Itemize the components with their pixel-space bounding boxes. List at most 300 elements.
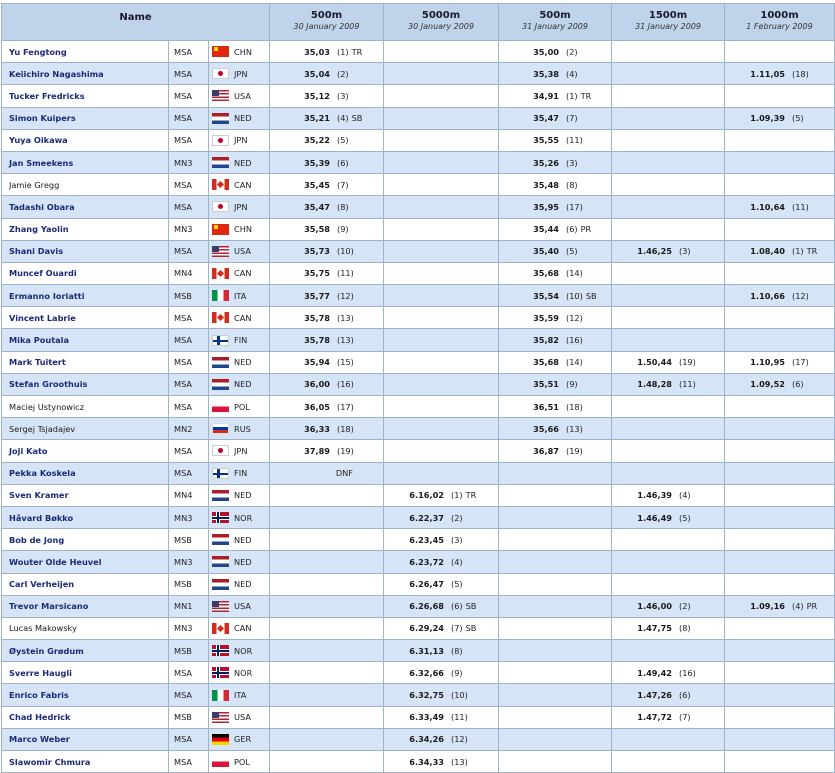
skater-name[interactable]: Carl Verheijen [2, 573, 169, 595]
skater-name[interactable]: Wouter Olde Heuvel [2, 551, 169, 573]
race-time: 37,89 [304, 445, 330, 456]
nationality [209, 484, 270, 506]
nationality [209, 573, 270, 595]
skater-category: MSA [169, 440, 209, 462]
result-cell [499, 240, 612, 262]
result-cell [270, 63, 384, 85]
table-row [2, 262, 835, 284]
skater-name[interactable]: Øystein Grødum [2, 640, 169, 662]
skater-category: MSB [169, 285, 209, 307]
flag-nor-icon [212, 512, 229, 523]
flag-rus-icon [212, 423, 229, 434]
skater-category: MSA [169, 85, 209, 107]
skater-name[interactable]: Slawomir Chmura [2, 751, 169, 773]
flag-jpn-icon [212, 68, 229, 79]
flag-can-icon [212, 268, 229, 279]
result-cell [725, 728, 835, 750]
column-header-500m-day1 [270, 4, 384, 41]
result-cell [499, 462, 612, 484]
record-badge: SB [585, 290, 597, 301]
result-cell [384, 329, 499, 351]
result-cell [270, 706, 384, 728]
result-cell [725, 63, 835, 85]
skater-category: MSB [169, 640, 209, 662]
result-cell [499, 662, 612, 684]
race-rank: (15) [337, 357, 354, 368]
country-code: FIN [234, 335, 248, 346]
table-row [2, 684, 835, 706]
flag-can-icon [212, 312, 229, 323]
result-cell [384, 262, 499, 284]
race-rank: (1) [451, 490, 463, 501]
country-code: NOR [234, 667, 253, 678]
skater-name[interactable]: Maciej Ustynowicz [2, 396, 169, 418]
skater-category: MN3 [169, 218, 209, 240]
race-rank: (16) [337, 379, 354, 390]
race-time: 1.47,72 [637, 712, 672, 723]
table-row [2, 396, 835, 418]
skater-name[interactable]: Joji Kato [2, 440, 169, 462]
country-code: CAN [234, 179, 252, 190]
race-time: 6.32,75 [409, 690, 444, 701]
record-badge: PR [580, 224, 592, 235]
country-code: NED [234, 534, 252, 545]
skater-name[interactable]: Bob de Jong [2, 529, 169, 551]
result-cell [499, 285, 612, 307]
race-time: 35,54 [533, 290, 559, 301]
race-rank: (7) [337, 179, 349, 190]
race-time: 1.46,49 [637, 512, 672, 523]
result-cell [612, 684, 725, 706]
race-rank: (2) [451, 512, 463, 523]
race-time: 35,21 [304, 113, 330, 124]
country-code: USA [234, 601, 251, 612]
race-time: 6.22,37 [409, 512, 444, 523]
race-rank: (1) [566, 90, 578, 101]
result-cell [499, 551, 612, 573]
result-cell [270, 351, 384, 373]
skater-name[interactable]: Pekka Koskela [2, 462, 169, 484]
table-row [2, 506, 835, 528]
skater-name[interactable]: Mika Poutala [2, 329, 169, 351]
result-cell [612, 351, 725, 373]
skater-category: MSA [169, 396, 209, 418]
race-time: 1.47,75 [637, 623, 672, 634]
result-cell [270, 373, 384, 395]
table-row [2, 351, 835, 373]
nationality [209, 262, 270, 284]
name-column-header [2, 4, 270, 41]
result-cell [384, 85, 499, 107]
flag-jpn-icon [212, 201, 229, 212]
race-time: 35,00 [533, 46, 559, 57]
result-cell [725, 262, 835, 284]
nationality [209, 218, 270, 240]
race-rank: (5) [451, 579, 463, 590]
result-cell [270, 396, 384, 418]
result-cell [270, 329, 384, 351]
date-label: 30 January 2009 [293, 22, 360, 31]
result-cell [270, 85, 384, 107]
skater-name[interactable]: Sergej Tsjadajev [2, 418, 169, 440]
country-code: JPN [234, 445, 248, 456]
result-cell [499, 484, 612, 506]
result-cell [270, 307, 384, 329]
race-rank: (4) [337, 113, 349, 124]
skater-name[interactable]: Jamie Gregg [2, 174, 169, 196]
record-badge: SB [465, 601, 477, 612]
skater-category: MSA [169, 684, 209, 706]
result-cell [384, 418, 499, 440]
result-cell [499, 63, 612, 85]
race-time: 35,77 [304, 290, 330, 301]
distance-label: 1500m [648, 10, 688, 21]
table-row [2, 640, 835, 662]
skater-category: MSA [169, 41, 209, 63]
result-cell [270, 196, 384, 218]
race-rank: (14) [566, 268, 583, 279]
nationality [209, 307, 270, 329]
flag-pol-icon [212, 756, 229, 767]
result-cell [384, 373, 499, 395]
column-header-500m-day2 [499, 4, 612, 41]
race-time: 1.09,39 [750, 113, 785, 124]
race-rank: (6) [679, 690, 691, 701]
result-cell [725, 640, 835, 662]
result-cell [384, 396, 499, 418]
nationality [209, 107, 270, 129]
country-code: CHN [234, 224, 252, 235]
race-rank: (10) [566, 290, 583, 301]
record-badge: SB [351, 113, 363, 124]
skater-category: MN3 [169, 617, 209, 639]
result-cell [725, 85, 835, 107]
table-row [2, 41, 835, 63]
result-cell [725, 396, 835, 418]
result-cell [499, 107, 612, 129]
record-badge: TR [580, 90, 592, 101]
result-cell [612, 551, 725, 573]
country-code: NED [234, 490, 252, 501]
race-time: 6.32,66 [409, 667, 444, 678]
skater-name[interactable]: Chad Hedrick [2, 706, 169, 728]
skater-category: MN1 [169, 595, 209, 617]
skater-name[interactable]: Stefan Groothuis [2, 373, 169, 395]
nationality [209, 440, 270, 462]
race-rank: (11) [451, 712, 468, 723]
result-cell [612, 728, 725, 750]
race-rank: (13) [337, 312, 354, 323]
result-cell [725, 218, 835, 240]
result-cell [612, 240, 725, 262]
skater-category: MN3 [169, 551, 209, 573]
result-cell [725, 506, 835, 528]
country-code: NOR [234, 645, 253, 656]
race-rank: (6) [792, 379, 804, 390]
race-time: 35,68 [533, 268, 559, 279]
result-cell [612, 751, 725, 773]
skater-name[interactable]: Håvard Bøkko [2, 506, 169, 528]
flag-ita-icon [212, 290, 229, 301]
result-cell [499, 196, 612, 218]
record-badge: TR [465, 490, 477, 501]
results-table [1, 3, 835, 773]
result-cell [384, 617, 499, 639]
table-row [2, 107, 835, 129]
flag-can-icon [212, 179, 229, 190]
result-cell [384, 196, 499, 218]
result-cell [725, 174, 835, 196]
result-cell [270, 484, 384, 506]
skater-name[interactable]: Ermanno Ioriatti [2, 285, 169, 307]
race-time: 35,78 [304, 335, 330, 346]
table-row [2, 440, 835, 462]
result-cell [612, 196, 725, 218]
skater-category: MSA [169, 662, 209, 684]
table-row [2, 529, 835, 551]
flag-ger-icon [212, 734, 229, 745]
table-row [2, 484, 835, 506]
skater-name[interactable]: Yuya Oikawa [2, 129, 169, 151]
race-rank: (5) [566, 246, 578, 257]
skater-name[interactable]: Mark Tuitert [2, 351, 169, 373]
result-cell [384, 529, 499, 551]
skater-name[interactable]: Simon Kuipers [2, 107, 169, 129]
skater-name[interactable]: Enrico Fabris [2, 684, 169, 706]
result-cell [499, 684, 612, 706]
race-rank: (9) [337, 224, 349, 235]
race-time: 1.49,42 [637, 667, 672, 678]
country-code: ITA [234, 690, 247, 701]
table-row [2, 85, 835, 107]
result-cell [384, 174, 499, 196]
result-cell [725, 240, 835, 262]
result-cell [612, 506, 725, 528]
race-time: 1.46,00 [637, 601, 672, 612]
race-time: 35,58 [304, 224, 330, 235]
result-cell [384, 129, 499, 151]
country-code: USA [234, 712, 251, 723]
result-cell [384, 662, 499, 684]
skater-category: MSA [169, 63, 209, 85]
race-time: 34,91 [533, 90, 559, 101]
result-cell [612, 63, 725, 85]
distance-label: 500m [310, 10, 343, 21]
column-header-5000m [384, 4, 499, 41]
skater-name[interactable]: Keiichiro Nagashima [2, 63, 169, 85]
race-rank: (14) [566, 357, 583, 368]
nationality [209, 617, 270, 639]
skater-category: MSA [169, 728, 209, 750]
skater-name[interactable]: Lucas Makowsky [2, 617, 169, 639]
result-cell [270, 418, 384, 440]
result-cell [499, 506, 612, 528]
result-cell [725, 462, 835, 484]
skater-name[interactable]: Vincent Labrie [2, 307, 169, 329]
result-cell [499, 751, 612, 773]
race-time: 1.47,26 [637, 690, 672, 701]
race-time: 1.50,44 [637, 357, 672, 368]
race-rank: (16) [566, 335, 583, 346]
result-cell [499, 129, 612, 151]
race-time: 35,12 [304, 90, 330, 101]
result-cell [270, 285, 384, 307]
race-rank: (6) [566, 224, 578, 235]
flag-ned-icon [212, 556, 229, 567]
skater-name[interactable]: Trevor Marsicano [2, 595, 169, 617]
result-cell [384, 440, 499, 462]
result-cell [384, 728, 499, 750]
race-time: 35,78 [304, 312, 330, 323]
result-cell [612, 151, 725, 173]
country-code: NED [234, 556, 252, 567]
country-code: ITA [234, 290, 247, 301]
skater-name[interactable]: Sven Kramer [2, 484, 169, 506]
date-label: 31 January 2009 [635, 22, 701, 31]
race-time: 6.16,02 [409, 490, 444, 501]
table-row [2, 751, 835, 773]
result-cell [270, 595, 384, 617]
result-cell [499, 329, 612, 351]
result-cell [725, 440, 835, 462]
result-cell [384, 684, 499, 706]
country-code: NED [234, 357, 252, 368]
skater-name[interactable]: Zhang Yaolin [2, 218, 169, 240]
result-cell [270, 218, 384, 240]
result-cell [499, 218, 612, 240]
result-cell [612, 41, 725, 63]
nationality [209, 329, 270, 351]
race-time: 35,73 [304, 246, 330, 257]
nationality [209, 662, 270, 684]
result-cell [384, 484, 499, 506]
nationality [209, 174, 270, 196]
result-cell [612, 640, 725, 662]
race-rank: (10) [451, 690, 468, 701]
race-time: 36,33 [304, 423, 330, 434]
race-time: 1.46,39 [637, 490, 672, 501]
result-cell [725, 307, 835, 329]
result-cell [384, 351, 499, 373]
race-rank: (4) [792, 601, 804, 612]
table-row [2, 551, 835, 573]
table-row [2, 218, 835, 240]
nationality [209, 595, 270, 617]
table-row [2, 329, 835, 351]
skater-category: MSA [169, 329, 209, 351]
country-code: GER [234, 734, 252, 745]
distance-label: 500m [539, 10, 571, 21]
table-row [2, 240, 835, 262]
skater-category: MSA [169, 196, 209, 218]
result-cell [270, 107, 384, 129]
nationality [209, 751, 270, 773]
race-rank: (3) [566, 157, 578, 168]
flag-chn-icon [212, 224, 229, 235]
race-rank: (17) [566, 201, 583, 212]
skater-name[interactable]: Jan Smeekens [2, 151, 169, 173]
nationality [209, 396, 270, 418]
nationality [209, 506, 270, 528]
date-label: 31 January 2009 [522, 22, 588, 31]
skater-name[interactable]: Tadashi Obara [2, 196, 169, 218]
result-cell [725, 573, 835, 595]
result-cell [725, 373, 835, 395]
race-rank: (3) [679, 246, 691, 257]
race-time: 1.48,28 [637, 379, 672, 390]
race-rank: (17) [792, 357, 809, 368]
nationality [209, 196, 270, 218]
skater-name[interactable]: Muncef Ouardi [2, 262, 169, 284]
result-cell [612, 617, 725, 639]
table-row [2, 728, 835, 750]
skater-name[interactable]: Tucker Fredricks [2, 85, 169, 107]
result-cell [725, 551, 835, 573]
result-cell [612, 462, 725, 484]
result-cell [384, 640, 499, 662]
country-code: FIN [234, 468, 248, 479]
race-rank: (5) [792, 113, 804, 124]
flag-nor-icon [212, 667, 229, 678]
result-cell [725, 151, 835, 173]
distance-label: 5000m [421, 10, 461, 21]
race-rank: (1) [337, 46, 349, 57]
result-cell [725, 329, 835, 351]
race-rank: (12) [451, 734, 468, 745]
race-time: 35,95 [533, 201, 559, 212]
race-rank: (4) [451, 556, 463, 567]
race-rank: (12) [337, 290, 354, 301]
result-cell [612, 107, 725, 129]
table-row [2, 151, 835, 173]
race-rank: (9) [566, 379, 578, 390]
skater-category: MSB [169, 706, 209, 728]
race-time: 1.09,16 [750, 601, 785, 612]
result-cell [725, 196, 835, 218]
skater-name[interactable]: Sverre Haugli [2, 662, 169, 684]
nationality [209, 728, 270, 750]
skater-name[interactable]: Marco Weber [2, 728, 169, 750]
flag-usa-icon [212, 90, 229, 101]
result-cell [725, 107, 835, 129]
race-time: 35,48 [533, 179, 559, 190]
result-cell [612, 573, 725, 595]
race-time: 35,68 [533, 357, 559, 368]
result-cell [270, 240, 384, 262]
result-cell [499, 640, 612, 662]
race-time: 36,00 [304, 379, 330, 390]
result-cell [499, 440, 612, 462]
skater-category: MSA [169, 307, 209, 329]
skater-category: MSB [169, 529, 209, 551]
race-rank: (19) [337, 445, 354, 456]
result-cell [270, 551, 384, 573]
result-cell [270, 573, 384, 595]
skater-category: MSA [169, 129, 209, 151]
race-time: 35,26 [533, 157, 559, 168]
flag-can-icon [212, 623, 229, 634]
skater-name[interactable]: Yu Fengtong [2, 41, 169, 63]
record-badge: SB [465, 623, 477, 634]
nationality [209, 240, 270, 262]
race-time: 6.26,68 [409, 601, 444, 612]
country-code: POL [234, 756, 250, 767]
result-cell [499, 85, 612, 107]
flag-fin-icon [212, 335, 229, 346]
skater-name[interactable]: Shani Davis [2, 240, 169, 262]
race-rank: (19) [679, 357, 696, 368]
country-code: NED [234, 157, 252, 168]
